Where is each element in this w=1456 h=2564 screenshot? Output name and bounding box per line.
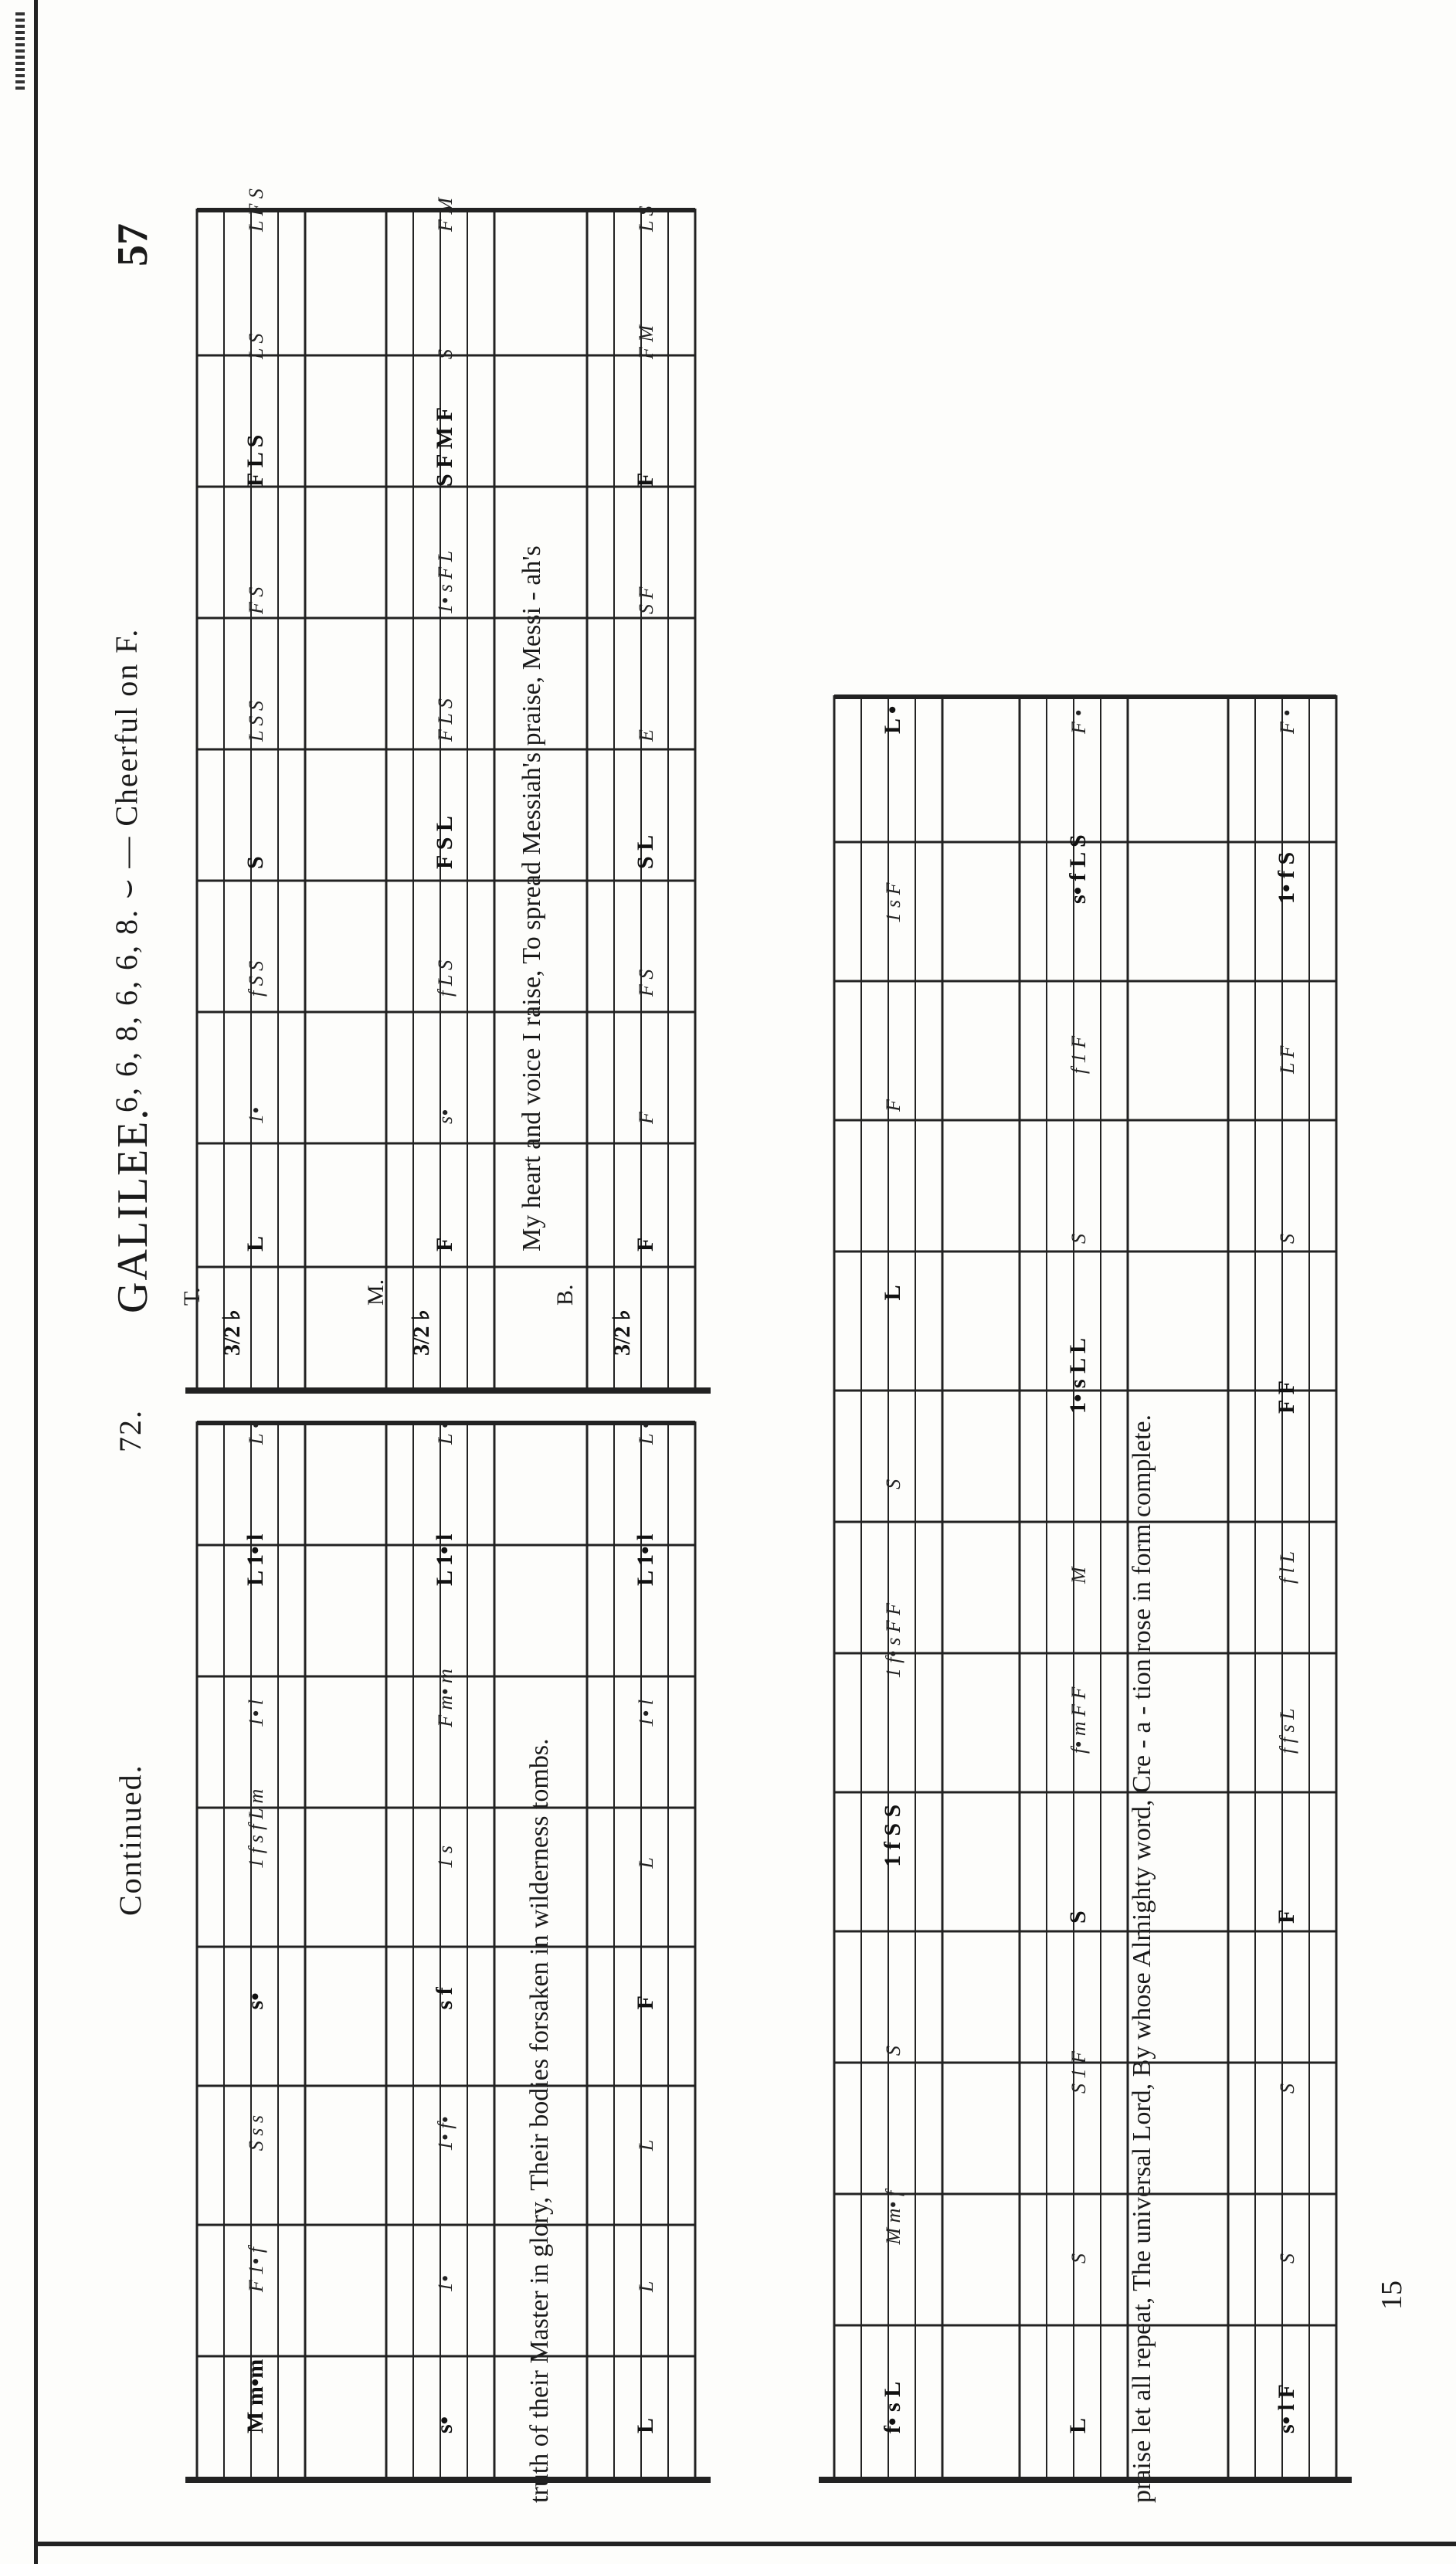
solfa-syllable: f S S [245,960,267,997]
solfa-syllable: F M [434,197,456,232]
staff-low-3 [1228,695,1336,2480]
solfa-syllable: s• [432,2416,457,2433]
lyric-line-2: truth of their Master in glory, Their bodies forsaken in wilderness tombs. [525,1738,554,2503]
solfa-syllable: F L S [243,434,268,487]
solfa-syllable: F [635,1112,657,1124]
solfa-syllable: 1• s L L [1065,1337,1091,1414]
solfa-syllable: F S L [432,816,457,869]
solfa-syllable: 1 s [434,1845,456,1869]
solfa-syllable: F M [635,324,657,359]
solfa-syllable: 1 f S S [880,1804,905,1867]
solfa-syllable: f• m F F [1067,1686,1090,1754]
solfa-syllable: f L S [434,959,456,997]
solfa-syllable: s• f L S [1065,834,1091,904]
solfa-syllable: s• [243,1992,268,2010]
solfa-syllable: s• [434,1109,456,1124]
solfa-syllable: L [243,1235,268,1251]
part-label-middle: M. [363,1279,389,1306]
solfa-syllable: 1• f S [1274,851,1299,904]
solfa-syllable: S [1276,1234,1298,1244]
solfa-syllable: F [633,1237,658,1251]
part-label-tenor: T. [179,1287,205,1306]
solfa-syllable: S [434,349,456,359]
part-label-bass: B. [552,1284,578,1306]
solfa-syllable: L 1• l [243,1533,268,1586]
solfa-syllable: L • [245,1421,267,1445]
solfa-syllable: F m• m [434,1669,456,1727]
solfa-syllable: 1• f• [434,2116,456,2151]
solfa-syllable: S F M F [432,406,457,487]
solfa-syllable: F S [635,969,657,997]
solfa-syllable: F [633,1995,658,2010]
solfa-syllable: M m•m [243,2359,268,2433]
barlines-top [197,355,695,1267]
solfa-syllable: S 1 F [1067,2051,1090,2094]
solfa-syllable: F [882,1099,904,1112]
tune-number: 72. [113,1409,148,1452]
lyric-line-3: praise let all repeat, The universal Lord, By whose Almighty word, Cre - a - tion rose in form complete. [1128,1414,1156,2503]
solfa-syllable: L S [635,205,657,232]
solfa-syllable: f 1 F [1067,1035,1090,1074]
solfa-syllable: F [1274,1909,1299,1924]
solfa-syllable: L • [434,1421,456,1445]
solfa-syllable: S [1276,2083,1298,2094]
staff-system-top [185,209,711,1391]
solfa-syllable: S [1067,2253,1090,2263]
solfa-syllable: F • [1067,709,1090,734]
solfa-syllable: L F S [245,188,267,232]
staff-low-2 [1020,695,1128,2480]
staff-tenor [197,209,305,1391]
solfa-syllable: S [1276,2253,1298,2263]
solfa-syllable: L 1• l [432,1533,457,1586]
solfa-syllable: F [432,1237,457,1251]
solfa-syllable: S [243,856,268,869]
footer-mark: 15 [1376,2280,1408,2310]
solfa-syllable: 1 s F [882,882,904,923]
barlines-continued [197,1545,695,2356]
solfa-syllable: L • [880,705,905,734]
solfa-syllable: S s s [245,2115,267,2151]
solfa-syllable: F [633,472,658,487]
solfa-syllable: F F [1274,1380,1299,1414]
continued-heading: Continued. [113,1764,148,1916]
solfa-syllable: S [882,1479,904,1489]
solfa-syllable: L S S [245,701,267,742]
solfa-syllable: S [1067,1234,1090,1244]
solfa-syllable: L S [245,333,267,359]
tune-title: GALILEE. [109,1107,157,1313]
solfa-syllable: S [882,2046,904,2056]
time-signatures-top [219,1309,635,1356]
time-sig-tenor: 3/2 ♭ [219,1309,245,1356]
solfa-syllable: f f s L [1276,1708,1298,1754]
solfa-syllable: M m• f [882,2190,904,2245]
solfa-syllable: f l L [1276,1551,1298,1584]
solfa-syllable: M [1067,1567,1090,1584]
solfa-syllable: L [635,2139,657,2151]
solfa-syllable: 1 f s f L m [245,1788,267,1869]
solfa-syllable: L [633,2417,658,2433]
solfa-syllable: S F [635,586,657,614]
solfa-syllable: 1• [245,1106,267,1124]
solfa-syllable: F S [245,586,267,614]
solfa-syllable: 1• l [245,1699,267,1727]
solfa-syllable: s• l F [1274,2384,1299,2433]
lyric-line-1: My heart and voice I raise, To spread Messiah's praise, Messi - ah's [518,545,546,1251]
solfa-syllable: 1 f• s F F [882,1603,904,1679]
solfa-syllable: s f [432,1987,457,2010]
solfa-syllable: F L S [434,698,456,742]
solfa-syllable: L • [635,1421,657,1445]
solfa-syllable: F 1• f [245,2246,267,2293]
solfa-notation [243,188,1299,2433]
solfa-syllable: f• s L [880,2381,905,2433]
staff-bass [587,209,695,1391]
solfa-syllable: S [1065,1910,1091,1924]
solfa-syllable: L [635,1857,657,1869]
solfa-syllable: L [1065,2417,1091,2433]
solfa-syllable: L [880,1285,905,1301]
time-sig-bass: 3/2 ♭ [609,1309,635,1356]
solfa-syllable: 1• [434,2275,456,2293]
page-number: 57 [109,223,157,267]
tune-meter: 6, 6, 8, 6, 6, 8. ⌣ — Cheerful on F. [109,627,144,1112]
solfa-syllable: L 1• l [633,1533,658,1586]
solfa-syllable: E [635,729,657,742]
solfa-syllable: S L [633,834,658,869]
solfa-syllable: 1• s F L [434,550,456,614]
time-sig-middle: 3/2 ♭ [409,1309,434,1356]
solfa-syllable: F • [1276,709,1298,734]
staff-middle [386,209,494,1391]
solfa-syllable: 1• l [635,1699,657,1727]
solfa-syllable: L [635,2280,657,2293]
solfa-syllable: L F [1276,1045,1298,1074]
